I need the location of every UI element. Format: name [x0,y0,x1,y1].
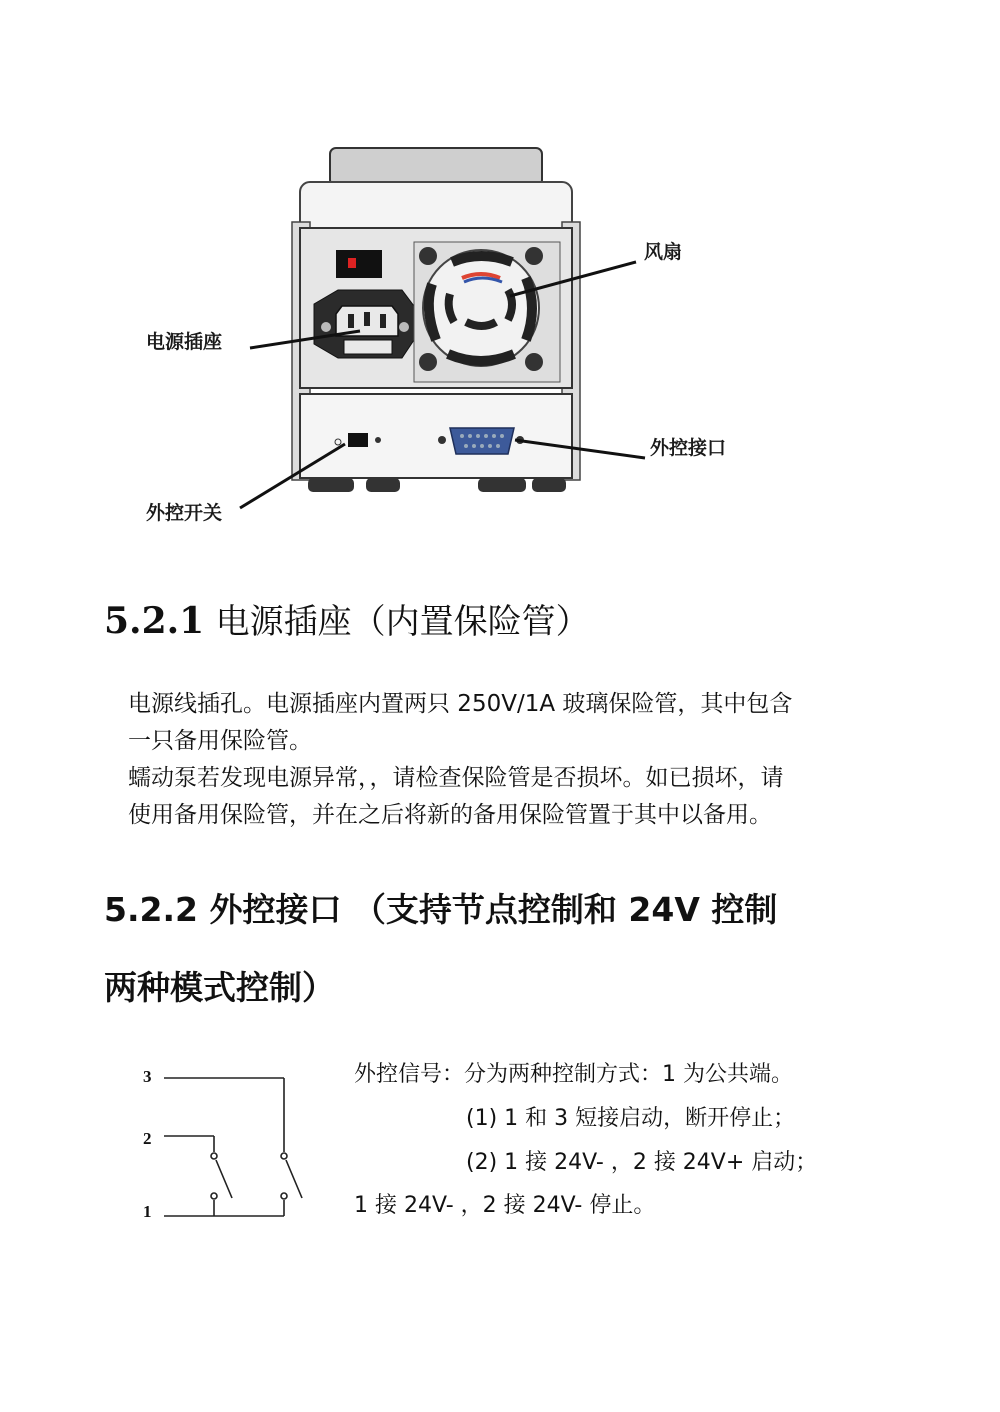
section-521-heading [104,594,590,643]
figure-leader-lines [0,0,1000,560]
leader-line-ext-switch [240,444,345,508]
paragraph-line: 蠕动泵若发现电源异常，，请检查保险管是否损坏。如已损坏，请 [128,765,784,791]
signal-line-2: (1) 1 和 3 短接启动，断开停止； [466,1106,796,1131]
section-522-heading-line1: 5.2.2 外控接口 （支持节点控制和 24V 控制 [104,890,778,929]
signal-line-3: (2) 1 接 24V- ，2 接 24V+ 启动； [466,1150,818,1175]
pin-label-2: 2 [143,1129,152,1148]
section-521-number: 5.2.1 [104,600,205,642]
section-521-title: 电源插座（内置保险管） [215,602,590,642]
section-521-body [128,686,792,834]
label-power-socket: 电源插座 [146,331,223,353]
signal-line-1: 外控信号：分为两种控制方式：1 为公共端。 [354,1062,793,1087]
leader-line-fan [510,262,636,296]
paragraph-line: 使用备用保险管，并在之后将新的备用保险管置于其中以备用。 [128,802,772,828]
signal-line-4: 1 接 24V- ，2 接 24V- 停止。 [354,1193,656,1218]
leader-line-ext-port [515,440,645,458]
paragraph-line: 电源线插孔。电源插座内置两只 250V/1A 玻璃保险管，其中包含 [128,691,793,717]
pin-label-3: 3 [143,1067,152,1086]
external-control-wiring-diagram [130,1050,330,1230]
label-ext-switch: 外控开关 [146,502,223,524]
leader-line-power-socket [250,331,360,348]
section-522-heading-line2: 两种模式控制） [104,968,335,1007]
pin-label-1: 1 [143,1202,152,1221]
label-ext-port: 外控接口 [650,437,727,459]
paragraph-line: 一只备用保险管。 [128,728,312,754]
label-fan: 风扇 [644,241,683,263]
